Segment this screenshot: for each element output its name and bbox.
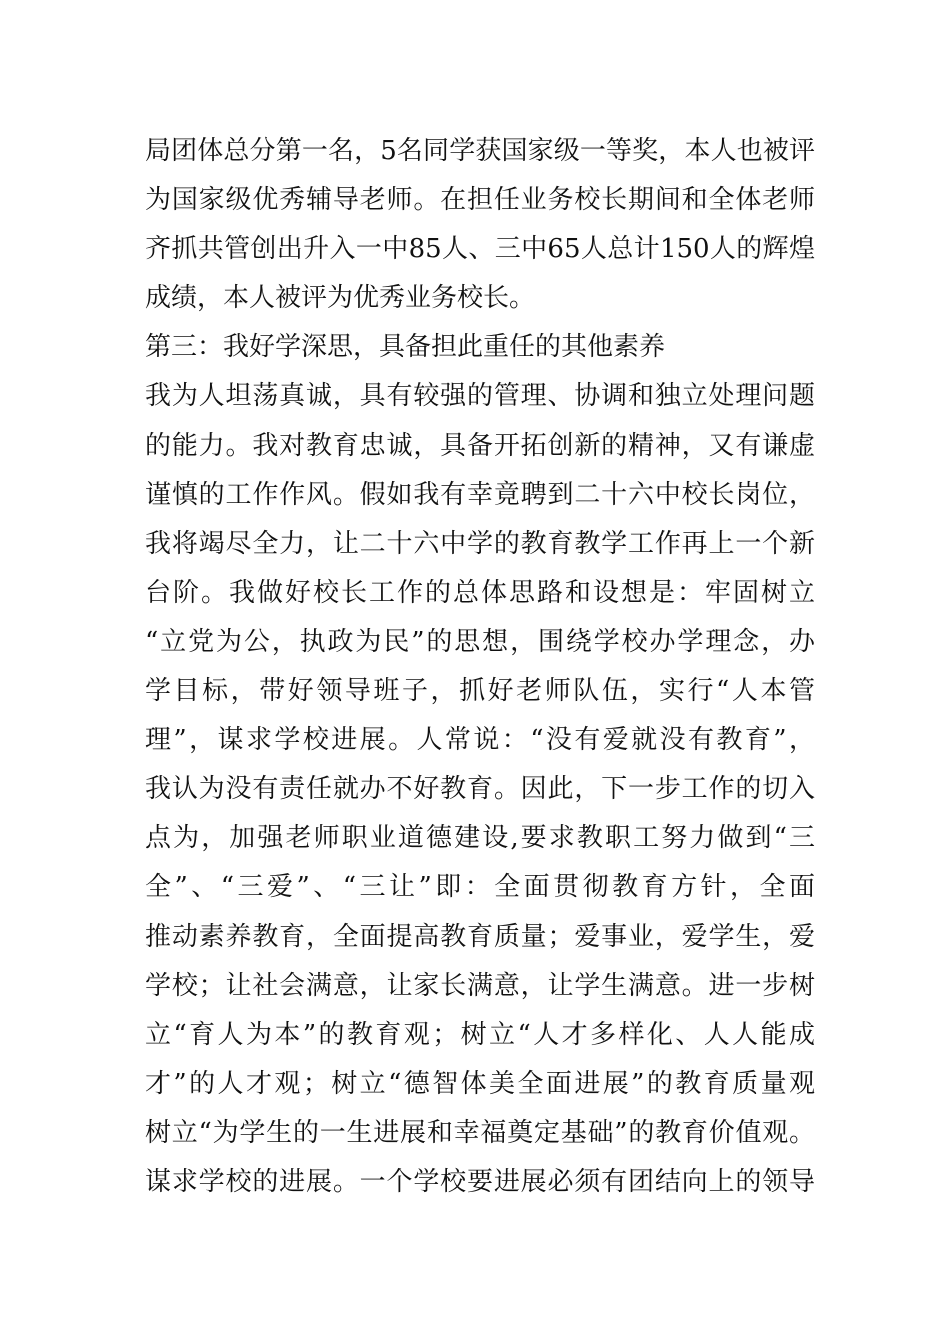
text-line: 全”、“三爱”、“三让”即：全面贯彻教育方针，全面 — [145, 872, 815, 903]
text-line: 局团体总分第一名，5名同学获国家级一等奖，本人也被评 — [145, 136, 815, 166]
text-line: “立党为公，执政为民”的思想，围绕学校办学理念，办 — [145, 626, 815, 657]
text-line: 为国家级优秀辅导老师。在担任业务校长期间和全体老师 — [145, 185, 815, 216]
text-line: 理”，谋求学校进展。人常说：“没有爱就没有教育”， — [145, 725, 815, 756]
text-line: 我将竭尽全力，让二十六中学的教育教学工作再上一个新 — [145, 528, 815, 559]
text-line: 我认为没有责任就办不好教育。因此，下一步工作的切入 — [145, 774, 815, 805]
text-line: 点为，加强老师职业道德建设,要求教职工努力做到“三 — [145, 823, 815, 854]
text-line: 齐抓共管创出升入一中85人、三中65人总计150人的辉煌 — [145, 234, 815, 265]
text-line: 台阶。我做好校长工作的总体思路和设想是：牢固树立 — [145, 577, 815, 608]
text-line: 成绩，本人被评为优秀业务校长。 — [145, 283, 536, 314]
section-heading: 第三：我好学深思，具备担此重任的其他素养 — [145, 332, 666, 363]
text-line: 学目标，带好领导班子，抓好老师队伍，实行“人本管 — [145, 676, 815, 707]
text-line: 才”的人才观；树立“德智体美全面进展”的教育质量观 — [145, 1068, 815, 1099]
text-line: 谋求学校的进展。一个学校要进展必须有团结向上的领导 — [145, 1166, 815, 1197]
text-line: 学校；让社会满意，让家长满意，让学生满意。进一步树 — [145, 970, 815, 1001]
text-line: 树立“为学生的一生进展和幸福奠定基础”的教育价值观。 — [145, 1117, 815, 1148]
text-line: 的能力。我对教育忠诚，具备开拓创新的精神，又有谦虚 — [145, 430, 815, 461]
text-line: 谨慎的工作作风。假如我有幸竟聘到二十六中校长岗位， — [145, 479, 815, 510]
text-line: 我为人坦荡真诚，具有较强的管理、协调和独立处理问题 — [145, 381, 815, 412]
text-line: 推动素养教育，全面提高教育质量；爱事业，爱学生，爱 — [145, 921, 815, 952]
text-line: 立“育人为本”的教育观；树立“人才多样化、人人能成 — [145, 1019, 815, 1050]
body-text — [145, 127, 815, 1207]
